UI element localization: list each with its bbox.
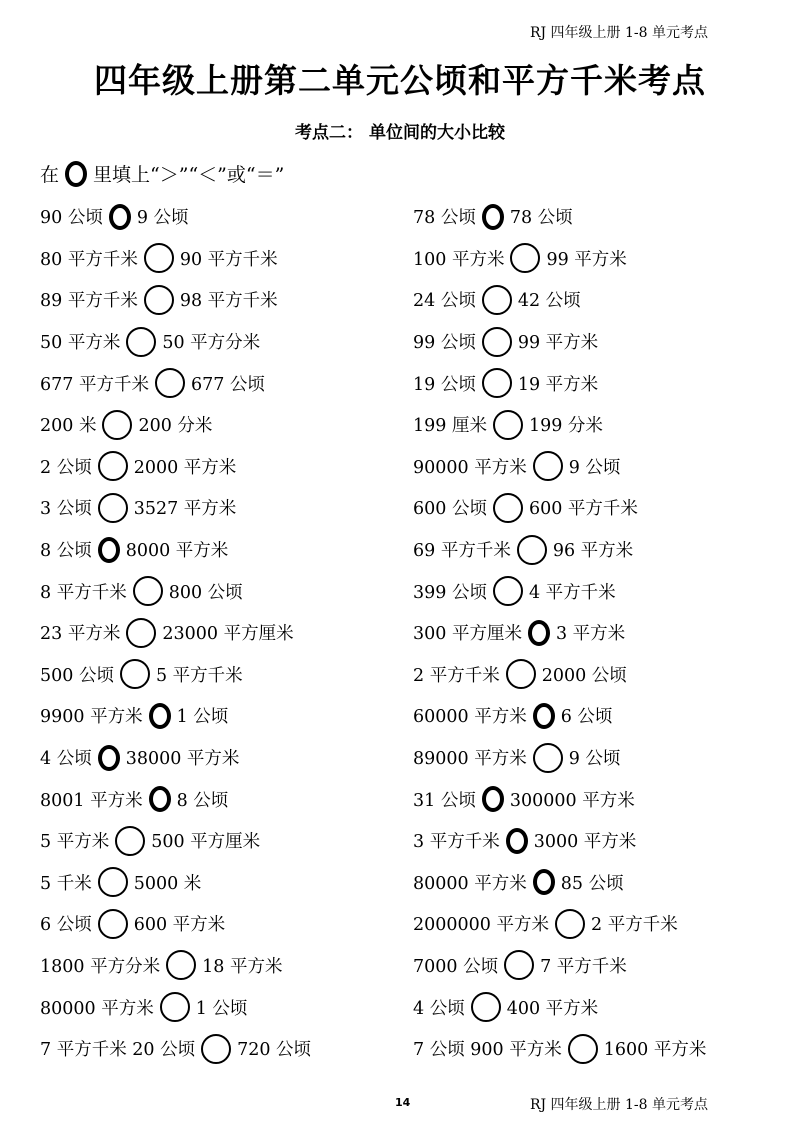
comparison-item: [40, 529, 311, 571]
right-quantity: 9 公顷: [136, 208, 189, 229]
left-column: [40, 196, 311, 1069]
instruction: [40, 160, 284, 187]
answer-circle[interactable]: [155, 368, 185, 398]
left-quantity: 8 公顷: [40, 541, 92, 562]
comparison-item: [413, 737, 706, 779]
comparison-item: [413, 487, 706, 529]
answer-circle[interactable]: [98, 537, 120, 563]
right-column: [413, 196, 706, 1069]
right-quantity: 98 平方千米: [179, 291, 278, 312]
right-quantity: 85 公顷: [560, 873, 624, 894]
left-quantity: 80 平方千米: [40, 249, 138, 270]
right-quantity: 3000 平方米: [533, 832, 637, 853]
right-quantity: 3 平方米: [555, 624, 626, 645]
left-quantity: 1800 平方分米: [40, 956, 161, 977]
left-quantity: 199 厘米: [413, 416, 487, 437]
right-quantity: 600 平方千米: [528, 499, 638, 520]
right-quantity: 6 公顷: [560, 707, 613, 728]
left-quantity: 90 公顷: [40, 208, 103, 229]
answer-circle[interactable]: [102, 410, 132, 440]
left-quantity: 200 米: [40, 416, 97, 437]
answer-circle[interactable]: [482, 204, 504, 230]
answer-circle[interactable]: [506, 659, 536, 689]
comparison-item: [413, 279, 706, 321]
right-quantity: 8 公顷: [176, 790, 229, 811]
comparison-item: [40, 903, 311, 945]
right-quantity: 1600 平方米: [603, 1040, 707, 1061]
answer-circle[interactable]: [555, 909, 585, 939]
page-number: 14: [395, 1096, 411, 1109]
answer-circle[interactable]: [528, 620, 550, 646]
left-quantity: 31 公顷: [413, 790, 476, 811]
comparison-item: [413, 986, 706, 1028]
answer-circle[interactable]: [144, 243, 174, 273]
answer-circle[interactable]: [493, 410, 523, 440]
answer-circle[interactable]: [133, 576, 163, 606]
right-quantity: 19 平方米: [517, 374, 599, 395]
left-quantity: 90000 平方米: [413, 457, 527, 478]
left-quantity: 7 公顷 900 平方米: [413, 1040, 562, 1061]
left-quantity: 8001 平方米: [40, 790, 143, 811]
instruction-before: 在: [40, 164, 60, 186]
right-quantity: 1 公顷: [195, 998, 248, 1019]
left-quantity: 5 平方米: [40, 832, 110, 853]
right-quantity: 99 平方米: [546, 249, 627, 270]
right-quantity: 50 平方分米: [162, 333, 261, 354]
right-quantity: 800 公顷: [168, 582, 243, 603]
right-quantity: 5 平方千米: [155, 665, 243, 686]
comparison-item: [40, 279, 311, 321]
left-quantity: 100 平方米: [413, 249, 505, 270]
answer-circle[interactable]: [149, 703, 171, 729]
answer-circle[interactable]: [98, 867, 128, 897]
page-header: RJ 四年级上册 1-8 单元考点: [529, 25, 708, 41]
right-quantity: 38000 平方米: [125, 749, 240, 770]
left-quantity: 24 公顷: [413, 291, 476, 312]
comparison-item: [40, 862, 311, 904]
page-title: 四年级上册第二单元公顷和平方千米考点: [94, 61, 706, 100]
right-quantity: 23000 平方厘米: [162, 624, 294, 645]
left-quantity: 2 公顷: [40, 457, 92, 478]
answer-circle[interactable]: [166, 950, 196, 980]
comparison-item: [413, 362, 706, 404]
answer-circle[interactable]: [98, 493, 128, 523]
comparison-item: [40, 404, 311, 446]
right-quantity: 500 平方厘米: [151, 832, 261, 853]
right-quantity: 199 分米: [528, 416, 603, 437]
left-quantity: 3 公顷: [40, 499, 92, 520]
comparison-item: [413, 778, 706, 820]
left-quantity: 4 公顷: [413, 998, 465, 1019]
right-quantity: 300000 平方米: [509, 790, 635, 811]
answer-circle[interactable]: [98, 745, 120, 771]
right-quantity: 18 平方米: [202, 956, 283, 977]
answer-circle[interactable]: [120, 659, 150, 689]
left-quantity: 50 平方米: [40, 333, 121, 354]
right-quantity: 78 公顷: [509, 208, 573, 229]
left-quantity: 4 公顷: [40, 749, 92, 770]
left-quantity: 300 平方厘米: [413, 624, 522, 645]
comparison-item: [40, 945, 311, 987]
left-quantity: 60000 平方米: [413, 707, 527, 728]
answer-circle[interactable]: [493, 576, 523, 606]
comparison-item: [40, 654, 311, 696]
left-quantity: 2000000 平方米: [413, 915, 550, 936]
comparison-item: [40, 737, 311, 779]
answer-circle[interactable]: [201, 1034, 231, 1064]
left-quantity: 677 平方千米: [40, 374, 149, 395]
left-quantity: 7000 公顷: [413, 956, 499, 977]
comparison-item: [40, 820, 311, 862]
comparison-item: [413, 862, 706, 904]
section-subtitle: 考点二： 单位间的大小比较: [295, 123, 505, 143]
right-quantity: 9 公顷: [568, 457, 621, 478]
left-quantity: 8 平方千米: [40, 582, 127, 603]
answer-circle[interactable]: [149, 786, 171, 812]
left-quantity: 6 公顷: [40, 915, 92, 936]
left-quantity: 80000 平方米: [413, 873, 527, 894]
answer-circle[interactable]: [568, 1034, 598, 1064]
comparison-item: [413, 404, 706, 446]
comparison-item: [40, 487, 311, 529]
comparison-item: [413, 196, 706, 238]
comparison-item: [40, 196, 311, 238]
comparison-item: [40, 986, 311, 1028]
left-quantity: 500 公顷: [40, 665, 114, 686]
comparison-item: [40, 238, 311, 280]
answer-circle-icon: [65, 161, 87, 187]
left-quantity: 89000 平方米: [413, 749, 527, 770]
comparison-item: [40, 612, 311, 654]
left-quantity: 80000 平方米: [40, 998, 154, 1019]
comparison-item: [413, 820, 706, 862]
answer-circle[interactable]: [115, 826, 145, 856]
comparison-item: [413, 903, 706, 945]
comparison-item: [413, 612, 706, 654]
comparison-item: [413, 654, 706, 696]
answer-circle[interactable]: [533, 869, 555, 895]
answer-circle[interactable]: [493, 493, 523, 523]
right-quantity: 2 平方千米: [591, 915, 678, 936]
left-quantity: 3 平方千米: [413, 832, 500, 853]
right-quantity: 99 平方米: [517, 333, 599, 354]
right-quantity: 720 公顷: [237, 1040, 312, 1061]
right-quantity: 400 平方米: [506, 998, 599, 1019]
answer-circle[interactable]: [160, 992, 190, 1022]
right-quantity: 3527 平方米: [133, 499, 237, 520]
right-quantity: 2000 公顷: [541, 665, 627, 686]
left-quantity: 5 千米: [40, 873, 92, 894]
left-quantity: 99 公顷: [413, 333, 476, 354]
page-footer: RJ 四年级上册 1-8 单元考点: [529, 1097, 708, 1113]
right-quantity: 677 公顷: [190, 374, 265, 395]
instruction-after: 里填上“＞”“＜”或“＝”: [93, 164, 285, 186]
comparison-item: [40, 695, 311, 737]
comparison-item: [413, 321, 706, 363]
answer-circle[interactable]: [98, 909, 128, 939]
comparison-item: [413, 570, 706, 612]
comparison-item: [413, 446, 706, 488]
left-quantity: 2 平方千米: [413, 665, 500, 686]
right-quantity: 42 公顷: [517, 291, 581, 312]
right-quantity: 9 公顷: [568, 749, 621, 770]
left-quantity: 78 公顷: [413, 208, 476, 229]
right-quantity: 2000 平方米: [133, 457, 237, 478]
comparison-item: [40, 1028, 311, 1070]
answer-circle[interactable]: [144, 285, 174, 315]
left-quantity: 23 平方米: [40, 624, 121, 645]
right-quantity: 96 平方米: [552, 541, 634, 562]
answer-circle[interactable]: [517, 535, 547, 565]
right-quantity: 1 公顷: [176, 707, 229, 728]
answer-circle[interactable]: [533, 703, 555, 729]
answer-circle[interactable]: [471, 992, 501, 1022]
answer-circle[interactable]: [109, 204, 131, 230]
answer-circle[interactable]: [510, 243, 540, 273]
answer-circle[interactable]: [533, 743, 563, 773]
right-quantity: 4 平方千米: [528, 582, 616, 603]
comparison-item: [40, 570, 311, 612]
comparison-item: [40, 321, 311, 363]
answer-circle[interactable]: [506, 828, 528, 854]
answer-circle[interactable]: [126, 618, 156, 648]
left-quantity: 89 平方千米: [40, 291, 138, 312]
right-quantity: 90 平方千米: [179, 249, 278, 270]
comparison-item: [413, 945, 706, 987]
left-quantity: 19 公顷: [413, 374, 476, 395]
answer-circle[interactable]: [504, 950, 534, 980]
left-quantity: 69 平方千米: [413, 541, 511, 562]
comparison-item: [413, 529, 706, 571]
comparison-item: [40, 362, 311, 404]
comparison-item: [413, 238, 706, 280]
answer-circle[interactable]: [98, 451, 128, 481]
comparison-item: [413, 1028, 706, 1070]
answer-circle[interactable]: [482, 285, 512, 315]
left-quantity: 600 公顷: [413, 499, 487, 520]
right-quantity: 7 平方千米: [540, 956, 627, 977]
answer-circle[interactable]: [482, 786, 504, 812]
right-quantity: 600 平方米: [133, 915, 226, 936]
left-quantity: 9900 平方米: [40, 707, 143, 728]
comparison-item: [40, 778, 311, 820]
answer-circle[interactable]: [482, 327, 512, 357]
answer-circle[interactable]: [126, 327, 156, 357]
answer-circle[interactable]: [533, 451, 563, 481]
right-quantity: 5000 米: [133, 873, 202, 894]
right-quantity: 200 分米: [138, 416, 213, 437]
right-quantity: 8000 平方米: [125, 541, 229, 562]
left-quantity: 399 公顷: [413, 582, 487, 603]
comparison-item: [413, 695, 706, 737]
left-quantity: 7 平方千米 20 公顷: [40, 1040, 196, 1061]
answer-circle[interactable]: [482, 368, 512, 398]
comparison-item: [40, 446, 311, 488]
